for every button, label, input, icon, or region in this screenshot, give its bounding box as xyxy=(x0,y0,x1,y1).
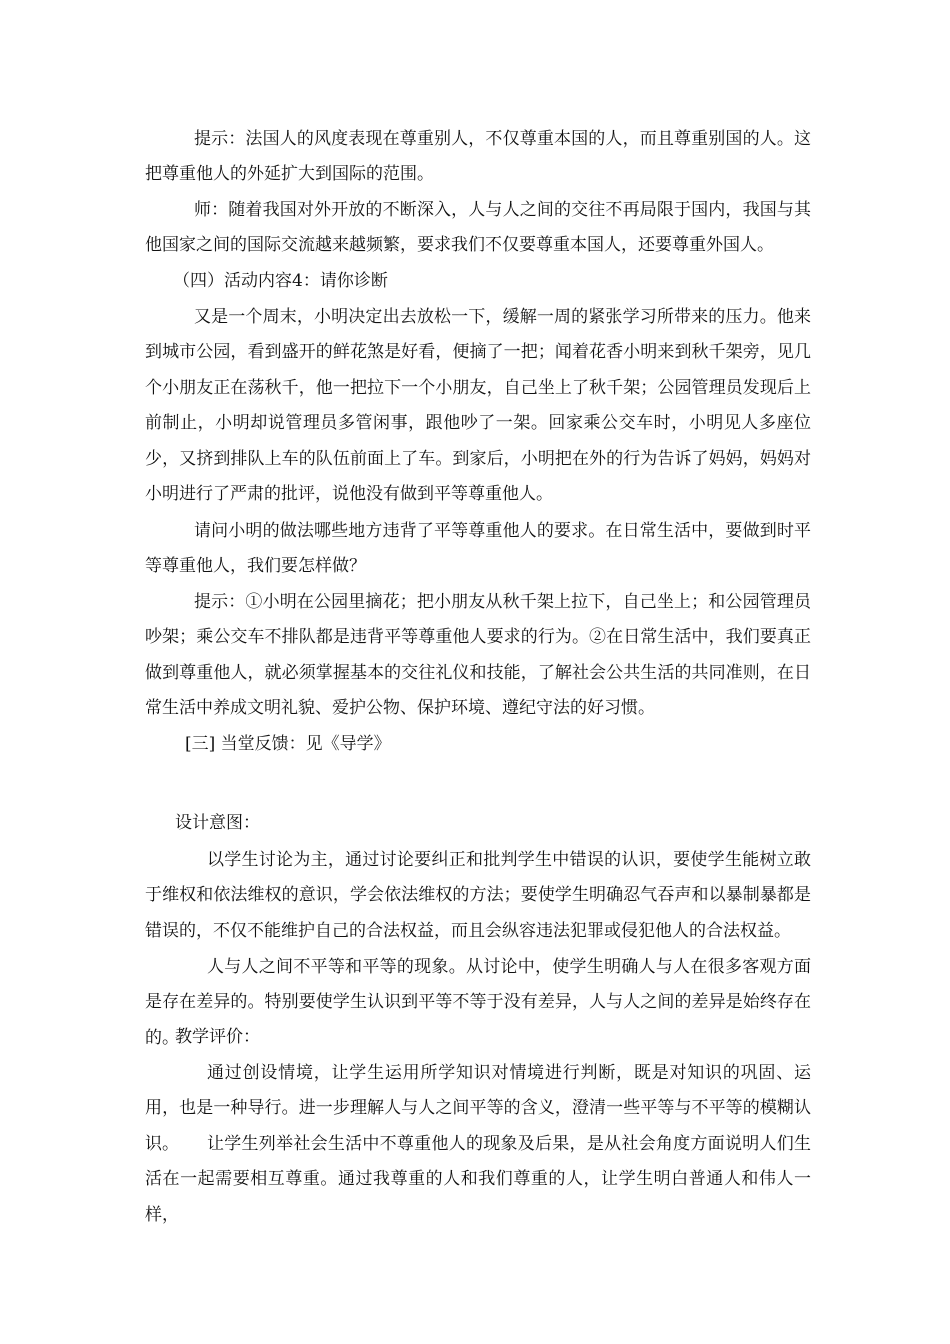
question-paragraph: 请问小明的做法哪些地方违背了平等尊重他人的要求。在日常生活中，要做到时平等尊重他人，我们要怎样做？ xyxy=(145,521,811,577)
hint-paragraph-france: 提示：法国人的风度表现在尊重别人，不仅尊重本国的人，而且尊重别国的人。这把尊重他人的外延扩大到国际的范围。 xyxy=(145,129,811,185)
hint-paragraph-answer: 提示：①小明在公园里摘花；把小朋友从秋千架上拉下，自己坐上；和公园管理员吵架；乘公交车不排队都是违背平等尊重他人要求的行为。②在日常生活中，我们要真正做到尊重他人，就必须掌握基本的交往礼仪和技能，了解社会公共生活的共同准则，在日常生活中养成文明礼貌、爱护公物、保护环境、遵纪守法的好习惯。 xyxy=(145,592,811,719)
design-intent-heading: 设计意图： xyxy=(175,813,260,833)
feedback-heading: [三] 当堂反馈：见《导学》 xyxy=(185,734,391,754)
evaluation-paragraph-respect: 让学生列举社会生活中不尊重他人的现象及后果，是从社会角度方面说明人们生活在一起需要相互尊重。通过我尊重的人和我们尊重的人，让学生明白普通人和伟人一样， xyxy=(145,1134,811,1225)
teacher-paragraph-international: 师：随着我国对外开放的不断深入，人与人之间的交往不再局限于国内，我国与其他国家之间的国际交流越来越频繁，要求我们不仅要尊重本国人，还要尊重外国人。 xyxy=(145,200,811,256)
design-paragraph-rights: 以学生讨论为主，通过讨论要纠正和批判学生中错误的认识，要使学生能树立敢于维权和依法维权的意识，学会依法维权的方法；要使学生明确忍气吞声和以暴制暴都是错误的，不仅不能维护自己的合法权益，而且会纵容违法犯罪或侵犯他人的合法权益。 xyxy=(145,850,811,941)
design-paragraph-equality: 人与人之间不平等和平等的现象。从讨论中，使学生明确人与人在很多客观方面是存在差异的。特别要使学生认识到平等不等于没有差异，人与人之间的差异是始终存在的。 xyxy=(145,957,811,1048)
scenario-paragraph-xiaoming: 又是一个周末，小明决定出去放松一下，缓解一周的紧张学习所带来的压力。他来到城市公园，看到盛开的鲜花煞是好看，便摘了一把；闻着花香小明来到秋千架旁，见几个小朋友正在荡秋千，他一把拉下一个小朋友，自己坐上了秋千架；公园管理员发现后上前制止，小明却说管理员多管闲事，跟他吵了一架。回家乘公交车时，小明见人多座位少，又挤到排队上车的队伍前面上了车。到家后，小明把在外的行为告诉了妈妈，妈妈对小明进行了严肃的批评，说他没有做到平等尊重他人。 xyxy=(145,307,811,505)
activity-4-heading: （四）活动内容4：请你诊断 xyxy=(173,271,388,291)
teaching-evaluation-heading: 教学评价： xyxy=(175,1027,260,1047)
evaluation-paragraph-situation: 通过创设情境，让学生运用所学知识对情境进行判断，既是对知识的巩固、运用，也是一种导行。进一步理解人与人之间平等的含义，澄清一些平等与不平等的模糊认识。 xyxy=(145,1063,811,1154)
